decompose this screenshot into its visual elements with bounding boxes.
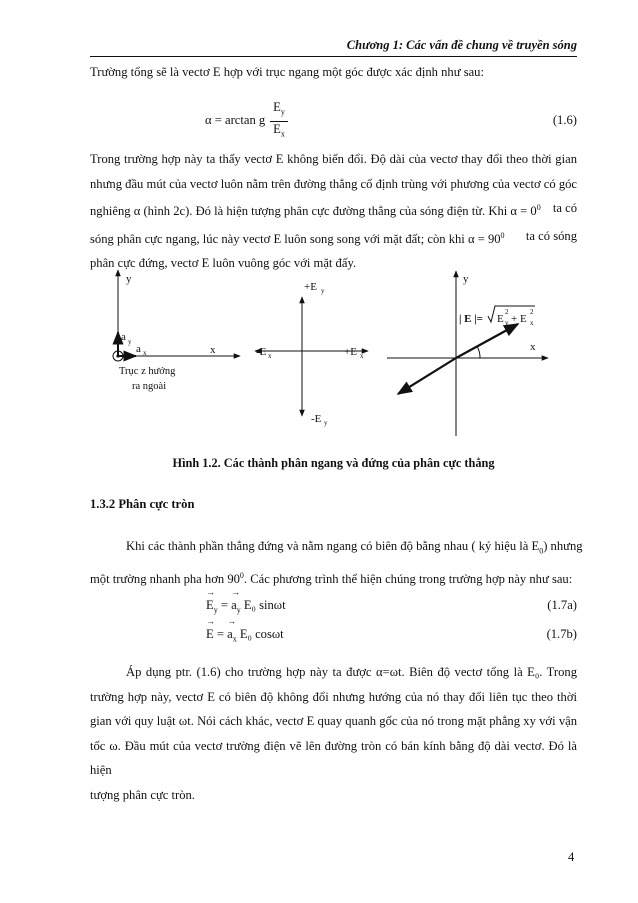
label-plus-ey-sub: y	[321, 287, 325, 295]
eq16-den-sub: x	[280, 129, 285, 139]
eq16-denominator: E	[273, 121, 281, 136]
eq17a-rest: E₀ sinωt	[240, 598, 286, 612]
eq16-num-sub: y	[280, 107, 285, 117]
para1-line5: phân cực đứng, vectơ E luôn vuông góc với mặt đấy.	[90, 256, 357, 271]
formula-ey-sup: 2	[505, 308, 509, 316]
eq17b-a: → a	[227, 627, 233, 642]
left-x-label: x	[210, 344, 216, 356]
formula-ex-sup: 2	[530, 308, 534, 316]
formula-ex-sub: x	[530, 319, 534, 327]
right-resultant-diagram	[387, 271, 548, 436]
eq17b-number: (1.7b)	[546, 627, 577, 641]
page-number: 4	[568, 850, 575, 864]
eq17a-e-sub: y	[213, 605, 218, 615]
middle-components-diagram	[255, 281, 368, 427]
para2-line1-sub: 0	[539, 546, 544, 556]
eq17b-e: → E	[206, 627, 214, 642]
z-note-line1: Trục z hướng	[119, 366, 176, 377]
para1-line3: nghiêng α (hình 2c). Đó là hiện tượng phân cực đường thẳng của sóng điện từ. Khi α = 0	[90, 204, 537, 219]
para1-line1: Trong trường hợp này ta thấy vectơ E không biến đổi. Độ dài của vectơ thay đổi theo thời gian	[90, 152, 577, 166]
eq17b-mid: =	[213, 627, 228, 641]
eq17a-number: (1.7a)	[547, 598, 577, 612]
para1-line3-end: ta có	[552, 201, 577, 215]
formula-plus-ex: + E	[511, 313, 527, 325]
magnitude-label: | E |=	[459, 313, 483, 325]
eq17b-rest: E₀ cosωt	[236, 627, 284, 641]
label-minus-ey: -E	[311, 413, 322, 425]
eq17a-a-sub: y	[236, 605, 241, 615]
formula-ey-sub: y	[505, 319, 509, 327]
left-axes-diagram	[113, 270, 240, 392]
label-plus-ey: +E	[304, 281, 317, 293]
resultant-vector-positive	[456, 324, 518, 358]
resultant-vector-negative	[398, 358, 456, 394]
para3-line1: Áp dụng ptr. (1.6) cho trường hợp này ta được α=ωt. Biên độ vectơ tổng là E₀. Trong	[126, 665, 577, 679]
eq17a-e: → E	[206, 598, 214, 613]
chapter-header: Chương 1: Các vấn đề chung về truyền sóng	[346, 38, 577, 52]
paragraph-circular-intro	[90, 534, 583, 592]
paragraph-circular-polarization	[90, 660, 577, 807]
para2-line1-end: ) nhưng	[543, 539, 583, 553]
para3-line5: tượng phân cực tròn.	[90, 787, 195, 802]
label-minus-ey-sub: y	[324, 419, 328, 427]
para2-line2-end: . Các phương trình thể hiện chúng trong trường hợp này như sau:	[243, 572, 573, 587]
para1-line4: sóng phân cực ngang, lúc này vectơ E luôn song song với mặt đất; còn khi α = 90	[90, 231, 501, 246]
para3-line2: trường hợp này, vectơ E có biên độ không đổi nhưng hướng của nó thay đổi liên tục theo thời	[90, 689, 577, 704]
label-ay-sub: y	[128, 338, 132, 346]
para1-line4-sup: 0	[500, 230, 505, 240]
left-y-label: y	[126, 273, 132, 285]
label-ax-sub: x	[143, 349, 147, 357]
eq16-number: (1.6)	[552, 113, 577, 127]
para2-line2: một trường nhanh pha hơn 90	[90, 572, 240, 587]
label-plus-ex-sub: x	[360, 352, 364, 360]
label-ay: a	[121, 331, 126, 343]
equation-1-7a	[206, 598, 286, 615]
label-minus-ex-sub: x	[268, 352, 272, 360]
para2-line1-wrap	[90, 534, 583, 564]
z-note-line2: ra ngoài	[132, 381, 167, 392]
formula-ey: E	[497, 313, 504, 325]
eq17a-mid: =	[217, 598, 232, 612]
right-x-label: x	[530, 341, 536, 353]
angle-alpha-arc	[477, 346, 480, 358]
z-axis-dot	[116, 354, 119, 357]
para3-line4: tốc ω. Đầu mút của vectơ trường điện vẽ lên đường tròn có bán kính bằng độ dài vectơ. Đó là hiện	[90, 738, 577, 777]
para1-line3-sup: 0	[536, 203, 541, 212]
para2-line1: Khi các thành phần thẳng đứng và nằm ngang có biên độ bằng nhau ( ký hiệu là E	[126, 539, 540, 553]
section-heading: 1.3.2 Phân cực tròn	[90, 497, 195, 511]
eq16-numerator: E	[273, 100, 281, 114]
intro-line: Trường tổng sẽ là vectơ E hợp với trục ngang một góc được xác định như sau:	[90, 65, 484, 79]
label-ax: a	[136, 343, 141, 355]
eq17b-a-sub: x	[232, 634, 237, 644]
para1-line4-end: ta có sóng	[525, 228, 577, 243]
para2-line2-sup: 0	[239, 571, 244, 581]
label-plus-ex: +E	[344, 346, 357, 358]
label-minus-ex: -E	[256, 346, 267, 358]
para2-line2-wrap	[90, 564, 577, 592]
para1-line2: nhưng đầu mút của vectơ luôn nằm trên đường thẳng cố định trùng với phương của vectơ có góc	[90, 176, 577, 191]
right-y-label: y	[463, 273, 469, 285]
para3-line3: gian với quy luật ωt. Nói cách khác, vectơ E quay quanh gốc của nó trong mặt phẳng xy với vận	[90, 714, 577, 728]
equation-1-7b	[206, 627, 284, 644]
eq17a-a: → a	[231, 598, 237, 613]
figure-caption: Hình 1.2. Các thành phân ngang và đứng của phân cực thẳng	[172, 456, 495, 470]
eq16-lhs: α = arctan g	[205, 113, 266, 127]
